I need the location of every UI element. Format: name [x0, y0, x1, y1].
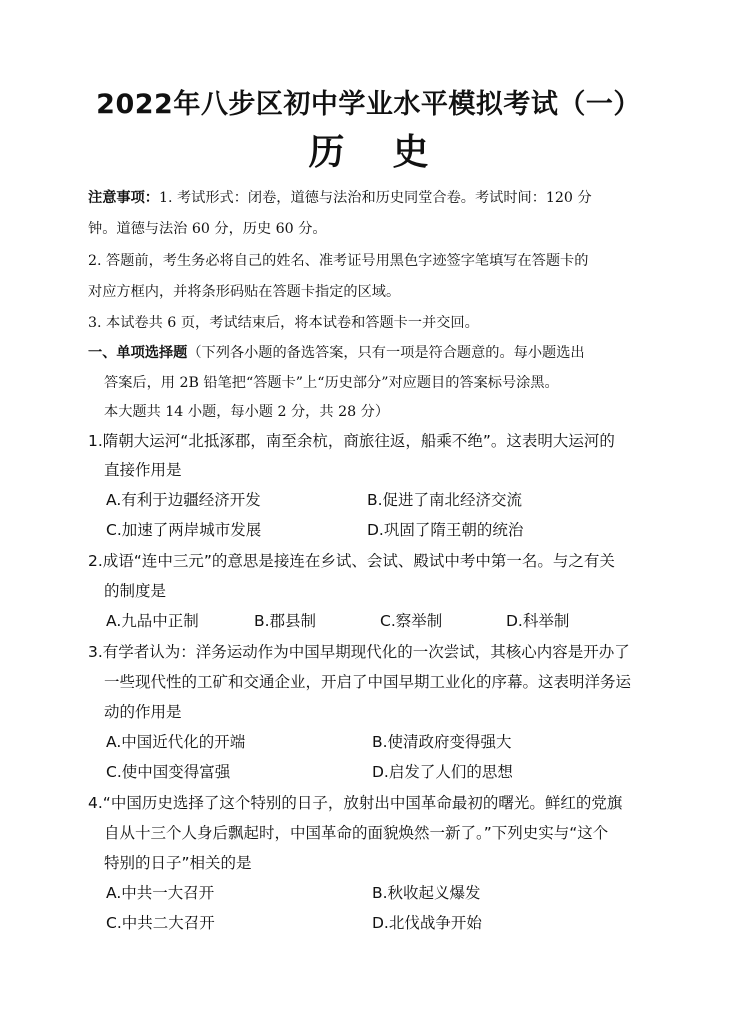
- question-4-option-b: B.秋收起义爆发: [372, 884, 481, 902]
- question-3-line-1: 3.有学者认为：洋务运动作为中国早期现代化的一次尝试，其核心内容是开办了: [88, 643, 630, 661]
- notes-text-1: 1. 考试形式：闭卷，道德与法治和历史同堂合卷。考试时间：120 分: [158, 190, 592, 206]
- question-3-option-b: B.使清政府变得强大: [372, 733, 512, 751]
- question-1-line-2: 直接作用是: [104, 461, 182, 479]
- section-intro-1: （下列各小题的备选答案，只有一项是符合题意的。每小题选出: [187, 345, 585, 361]
- question-3-option-a: A.中国近代化的开端: [106, 733, 246, 751]
- section-intro-2: 答案后，用 2B 铅笔把“答题卡”上“历史部分”对应题目的答案标号涂黑。: [104, 375, 559, 391]
- question-2-line-1: 2.成语“连中三元”的意思是接连在乡试、会试、殿试中考中第一名。与之有关: [88, 552, 615, 570]
- exam-title: 2022年八步区初中学业水平模拟考试（一）: [96, 89, 641, 120]
- question-3-line-3: 动的作用是: [104, 703, 182, 721]
- notes-line-2: 钟。道德与法治 60 分，历史 60 分。: [88, 221, 327, 237]
- question-2-option-b: B.郡县制: [254, 612, 317, 630]
- subject-title: [0, 124, 737, 175]
- notes-label: 注意事项：: [88, 190, 159, 206]
- question-2-option-d: D.科举制: [506, 612, 570, 630]
- notes-line-1: [88, 188, 592, 208]
- section-intro-3: 本大题共 14 小题，每小题 2 分，共 28 分）: [104, 404, 390, 420]
- question-1-option-c: C.加速了两岸城市发展: [106, 521, 262, 539]
- question-4-option-a: A.中共一大召开: [106, 884, 215, 902]
- question-1-option-a: A.有利于边疆经济开发: [106, 491, 261, 509]
- notes-line-5: 3. 本试卷共 6 页，考试结束后，将本试卷和答题卡一并交回。: [88, 315, 479, 331]
- question-1-option-b: B.促进了南北经济交流: [367, 491, 523, 509]
- notes-line-4: 对应方框内，并将条形码贴在答题卡指定的区域。: [88, 284, 401, 300]
- question-3-option-d: D.启发了人们的思想: [372, 763, 513, 781]
- question-1-option-d: D.巩固了隋王朝的统治: [367, 521, 524, 539]
- question-4-line-1: 4.“中国历史选择了这个特别的日子，放射出中国革命最初的曙光。鲜红的党旗: [88, 794, 623, 812]
- question-2-line-2: 的制度是: [104, 582, 167, 600]
- question-3-line-2: 一些现代性的工矿和交通企业，开启了中国早期工业化的序幕。这表明洋务运: [104, 673, 632, 691]
- question-1-line-1: 1.隋朝大运河“北抵涿郡，南至余杭，商旅往返，船乘不绝”。这表明大运河的: [88, 432, 615, 450]
- question-3-option-c: C.使中国变得富强: [106, 763, 231, 781]
- section-heading: 一、单项选择题: [88, 345, 188, 361]
- subject-char-1: 历: [308, 132, 345, 173]
- question-4-option-d: D.北伐战争开始: [372, 914, 482, 932]
- question-4-line-2: 自从十三个人身后飘起时，中国革命的面貌焕然一新了。”下列史实与“这个: [104, 824, 609, 842]
- section-heading-line: [88, 343, 585, 363]
- subject-char-2: 史: [392, 132, 429, 173]
- notes-line-3: 2. 答题前，考生务必将自己的姓名、准考证号用黑色字迹签字笔填写在答题卡的: [88, 253, 589, 269]
- question-2-option-c: C.察举制: [380, 612, 443, 630]
- question-2-option-a: A.九品中正制: [106, 612, 199, 630]
- question-4-option-c: C.中共二大召开: [106, 914, 215, 932]
- question-4-line-3: 特别的日子”相关的是: [104, 854, 252, 872]
